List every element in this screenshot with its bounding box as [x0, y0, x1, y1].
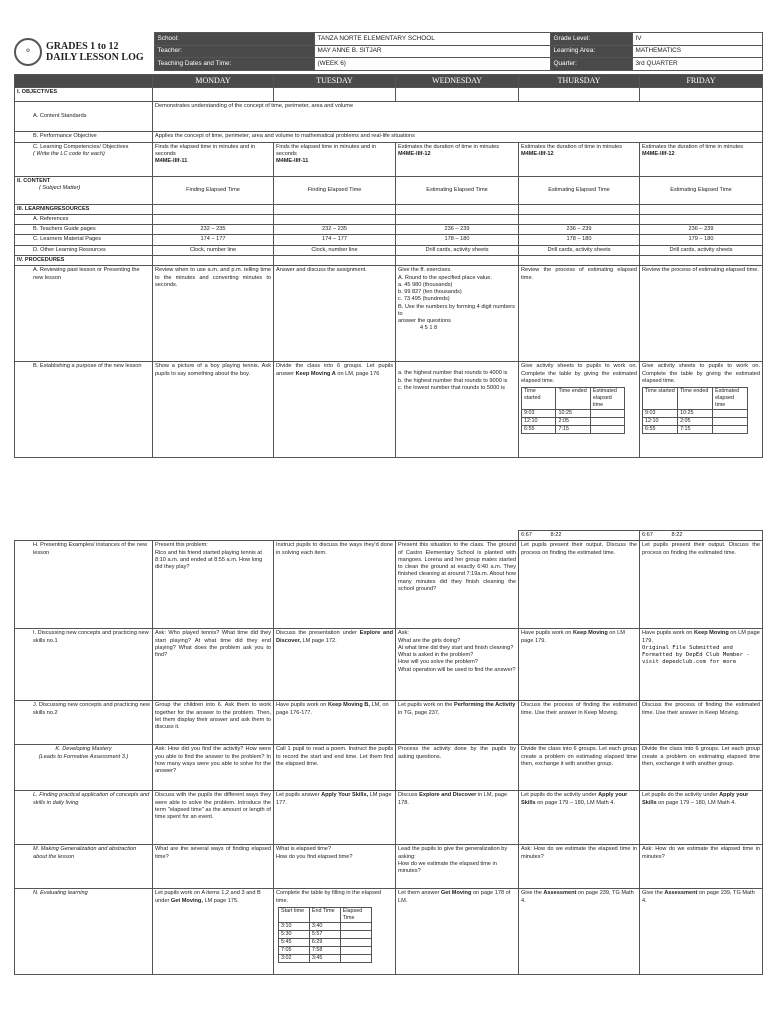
review-friday: Review the process of estimating elapsed time.: [640, 266, 763, 362]
school-label: School:: [154, 33, 314, 46]
lesson-log-page-1: [14, 32, 762, 458]
i-monday: Ask: Who played tennis? What time did they start playing? At what time did they end playing? What does the problem ask you to find?: [153, 629, 274, 701]
n-thursday: Give the Assessment on page 239, TG Math 4.: [519, 889, 640, 975]
other-wednesday: Drill cards, activity sheets: [396, 245, 519, 255]
tg-monday: 232 – 235: [153, 225, 274, 235]
content-tuesday: Finding Elapsed Time: [274, 176, 396, 204]
school-value: TANZA NORTE ELEMENTARY SCHOOL: [314, 33, 550, 46]
h-tuesday: Instruct pupils to discuss the ways they'd done in solving each item.: [274, 541, 396, 629]
k-tuesday: Call 1 pupil to read a poem. Instruct the pupils to record the start and end time. Let them find the elapsed time.: [274, 745, 396, 791]
performance-text: Applies the concept of time, perimeter, area and volume to mathematical problems and real-life situations: [153, 132, 763, 142]
teacher-value: MAY ANNE B. SITJAR: [314, 45, 550, 58]
developing-mastery-label: K. Developing Mastery (Leads to Formative Assessment 3.): [15, 745, 153, 791]
day-tuesday: TUESDAY: [274, 75, 396, 88]
lc-thursday: Estimates the duration of time in minutes M4ME-IIIf-12: [519, 142, 640, 176]
m-wednesday: Lead the pupils to give the generalization by asking: How do we estimate the elapsed time in minutes?: [396, 845, 519, 889]
k-wednesday: Process the activity done by the pupils by asking questions.: [396, 745, 519, 791]
day-thursday: THURSDAY: [519, 75, 640, 88]
lesson-table-1: [14, 74, 763, 458]
h-monday: Present this problem: Rico and his friend started playing tennis at 8:10 a.m. and ended at 8:55 a.m. How long did they play?: [153, 541, 274, 629]
lm-tuesday: 174 – 177: [274, 235, 396, 245]
i-tuesday: Discuss the presentation under Explore and Discover, LM page 172.: [274, 629, 396, 701]
presenting-examples-label: H. Presenting Examples/ instances of the new lesson: [15, 541, 153, 629]
tg-friday: 236 – 239: [640, 225, 763, 235]
purpose-friday: Give activity sheets to pupils to work on. Complete the table by giving the estimated elapsed time. Time started Time ended Estimated elapsed time 9:03 10:25 12:10 2:05 6:55 7:15: [640, 362, 763, 458]
lc-monday: Finds the elapsed time in minutes and in seconds M4ME-IIIf-11: [153, 142, 274, 176]
tg-wednesday: 236 – 239: [396, 225, 519, 235]
form-title-line1: GRADES 1 to 12: [46, 40, 119, 52]
procedures-heading: IV. PROCEDURES: [15, 255, 153, 265]
grade-label: Grade Level:: [550, 33, 632, 46]
references-label: A. References: [15, 214, 153, 224]
l-friday: Let pupils do the activity under Apply your Skills on page 179 – 180, LM Math 4.: [640, 791, 763, 845]
purpose-monday: Show a picture of a boy playing tennis. Ask pupils to say something about the boy.: [153, 362, 274, 458]
resources-heading: III. LEARNINGRESOURCES: [15, 204, 153, 214]
lm-friday: 179 – 180: [640, 235, 763, 245]
review-thursday: Review the process of estimating elapsed time.: [519, 266, 640, 362]
k-thursday: Divide the class into 6 groups. Let each group create a problem on estimating elapsed time then, exchange it with another group.: [519, 745, 640, 791]
lc-wednesday: Estimates the duration of time in minutes M4ME-IIIf-12: [396, 142, 519, 176]
n-monday: Let pupils work on A items 1,2 and 3 and B under Get Moving, LM page 175.: [153, 889, 274, 975]
content-friday: Estimating Elapsed Time: [640, 176, 763, 204]
purpose-thursday: Give activity sheets to pupils to work on. Complete the table by giving the estimated elapsed time. Time started Time ended Estimated elapsed time 9:03 10:25 12:10 2:05 6:55 7:15: [519, 362, 640, 458]
application-label: L. Finding practical application of concepts and skills in daily living: [15, 791, 153, 845]
competencies-label: C. Learning Competencies/ Objectives ( Write the LC code for each): [15, 142, 153, 176]
dates-value: (WEEK 6): [314, 58, 550, 71]
purpose-wednesday: a. the highest number that rounds to 4000 is b. the highest number that rounds to 9000 is c. the lowest number that rounds to 5000 is: [396, 362, 519, 458]
review-wednesday: Give the ff. exercises. A. Round to the specified place value. a. 45 980 (thousands) b. 99 827 (ten thousands) c. 73 495 (hundreds) B. Use the numbers by forming 4 digit numbers to answer the questions 4 5 1 8: [396, 266, 519, 362]
k-monday: Ask: How did you find the activity? How were you able to find the answer to the problem? In how many ways were you able to solve for the answer?: [153, 745, 274, 791]
content-standards-label: A. Content Standards: [15, 102, 153, 132]
m-monday: What are the several ways of finding elapsed time?: [153, 845, 274, 889]
other-friday: Drill cards, activity sheets: [640, 245, 763, 255]
h-thursday: Let pupils present their output. Discuss the process on finding the estimated time.: [519, 541, 640, 629]
teacher-label: Teacher:: [154, 45, 314, 58]
content-label: II. CONTENT ( Subject Matter): [15, 176, 153, 204]
lesson-table-2: [14, 530, 763, 975]
deped-logo: [14, 33, 154, 71]
purpose-label: B. Establishing a purpose of the new lesson: [15, 362, 153, 458]
lm-pages-label: C. Learners Material Pages: [15, 235, 153, 245]
content-wednesday: Estimating Elapsed Time: [396, 176, 519, 204]
lm-wednesday: 178 – 180: [396, 235, 519, 245]
thursday-time-table: Time started Time ended Estimated elapsed time 9:03 10:25 12:10 2:05 6:55 7:15: [521, 387, 625, 434]
lm-monday: 174 – 177: [153, 235, 274, 245]
day-friday: FRIDAY: [640, 75, 763, 88]
review-monday: Review when to use a.m. and p.m. telling time to the minutes and converting minutes to seconds.: [153, 266, 274, 362]
content-standards-text: Demonstrates understanding of the concept of time, perimeter, area and volume: [153, 102, 763, 132]
m-thursday: Ask: How do we estimate the elapsed time in minutes?: [519, 845, 640, 889]
depedclub-note: Original File Submitted and Formatted by DepEd Club Member - visit depedclub.com for more: [642, 644, 750, 666]
j-thursday: Discuss the process of finding the estimated time. Use their answer in Keep Moving.: [519, 701, 640, 745]
h-friday: Let pupils present their output. Discuss the process on finding the estimated time.: [640, 541, 763, 629]
n-wednesday: Let them answer Get Moving on page 178 of LM.: [396, 889, 519, 975]
lesson-log-page-2: [14, 530, 762, 975]
i-thursday: Have pupils work on Keep Moving on LM page 179.: [519, 629, 640, 701]
j-friday: Discuss the process of finding the estimated time. Use their answer in Keep Moving.: [640, 701, 763, 745]
review-tuesday: Answer and discuss the assignment.: [274, 266, 396, 362]
l-wednesday: Discuss Explore and Discover in LM, page 178.: [396, 791, 519, 845]
day-header-row: [15, 75, 763, 88]
lm-thursday: 178 – 180: [519, 235, 640, 245]
area-value: MATHEMATICS: [632, 45, 762, 58]
purpose-tuesday: Divide the class into 6 groups. Let pupils answer Keep Moving A on LM, page 176: [274, 362, 396, 458]
lc-tuesday: Finds the elapsed time in minutes and in seconds M4ME-IIIf-11: [274, 142, 396, 176]
review-label: A. Reviewing past lesson or Presenting the new lesson: [15, 266, 153, 362]
grade-value: IV: [632, 33, 762, 46]
j-tuesday: Have pupils work on Keep Moving B, LM, on page 176-177.: [274, 701, 396, 745]
tg-pages-label: B. Teachers Guide pages: [15, 225, 153, 235]
other-resources-label: D. Other Learning Resources: [15, 245, 153, 255]
lc-friday: Estimates the duration of time in minutes M4ME-IIIf-12: [640, 142, 763, 176]
m-friday: Ask: How do we estimate the elapsed time in minutes?: [640, 845, 763, 889]
friday-time-table: Time started Time ended Estimated elapsed time 9:03 10:25 12:10 2:05 6:55 7:15: [642, 387, 748, 434]
discussing-2-label: J. Discussing new concepts and practicing new skills no.2: [15, 701, 153, 745]
competencies-note: ( Write the LC code for each): [33, 150, 105, 157]
h-wednesday: Present this situation to the class. The ground of Castro Elementary School is planted with mangoes. Lorena and her group mates started to clean the ground at exactly 6:40 a.m. They finished cleaning at around 7:19a.m. About how many minutes did they finish cleaning the school ground?: [396, 541, 519, 629]
area-label: Learning Area:: [550, 45, 632, 58]
discussing-1-label: I. Discussing new concepts and practicing new skills no.1: [15, 629, 153, 701]
evaluating-label: N. Evaluating learning: [15, 889, 153, 975]
l-thursday: Let pupils do the activity under Apply your Skills on page 179 – 180, LM Math 4.: [519, 791, 640, 845]
l-monday: Discuss with the pupils the different ways they were able to solve the problem. Introduce the term "elapsed time" as the amount or length of time spent for an event.: [153, 791, 274, 845]
header-table: [14, 32, 763, 71]
elapsed-time-table: Start time End Time Elapsed Time 3:10 3:40 5:30 5:57 5:45 6:29 7:05 7:58 3:02 3:45: [278, 907, 372, 963]
objectives-heading: I. OBJECTIVES: [15, 88, 153, 102]
n-tuesday: Complete the table by filling in the elapsed time. Start time End Time Elapsed Time 3:10 3:40 5:30 5:57 5:45 6:29 7:05 7:58 3:02 3:45: [274, 889, 396, 975]
j-wednesday: Let pupils work on the Performing the Activity in TG, page 237,: [396, 701, 519, 745]
i-wednesday: Ask: What are the girls doing? At what time did they start and finish cleaning? What is asked in the problem? How will you solve the problem? What operation will be used to find the answer?: [396, 629, 519, 701]
content-thursday: Estimating Elapsed Time: [519, 176, 640, 204]
other-thursday: Drill cards, activity sheets: [519, 245, 640, 255]
tg-thursday: 236 – 239: [519, 225, 640, 235]
other-tuesday: Clock, number line: [274, 245, 396, 255]
n-friday: Give the Assessment on page 239, TG Math 4.: [640, 889, 763, 975]
k-friday: Divide the class into 6 groups. Let each group create a problem on estimating elapsed time then, exchange it with another group.: [640, 745, 763, 791]
i-friday: Have pupils work on Keep Moving on LM page 179. Original File Submitted and Formatted by DepEd Club Member - visit depedclub.com for more: [640, 629, 763, 701]
deped-seal-icon: ⚙: [14, 38, 42, 66]
quarter-label: Quarter:: [550, 58, 632, 71]
form-title-line2: DAILY LESSON LOG: [46, 51, 144, 63]
tg-tuesday: 232 – 235: [274, 225, 396, 235]
day-wednesday: WEDNESDAY: [396, 75, 519, 88]
dates-label: Teaching Dates and Time:: [154, 58, 314, 71]
carry-friday: 6:67 8:22: [640, 531, 763, 541]
carry-thursday: 6:67 8:22: [519, 531, 640, 541]
other-monday: Clock, number line: [153, 245, 274, 255]
performance-label: B. Performance Objective: [15, 132, 153, 142]
day-monday: MONDAY: [153, 75, 274, 88]
content-monday: Finding Elapsed Time: [153, 176, 274, 204]
j-monday: Group the children into 6. Ask them to work together for the answer to the problem. Then, let them display their answer and ask them to discuss it.: [153, 701, 274, 745]
m-tuesday: What is elapsed time? How do you find elapsed time?: [274, 845, 396, 889]
generalization-label: M. Making Generalization and abstraction about the lesson: [15, 845, 153, 889]
l-tuesday: Let pupils answer Apply Your Skills, LM page 177.: [274, 791, 396, 845]
quarter-value: 3rd QUARTER: [632, 58, 762, 71]
